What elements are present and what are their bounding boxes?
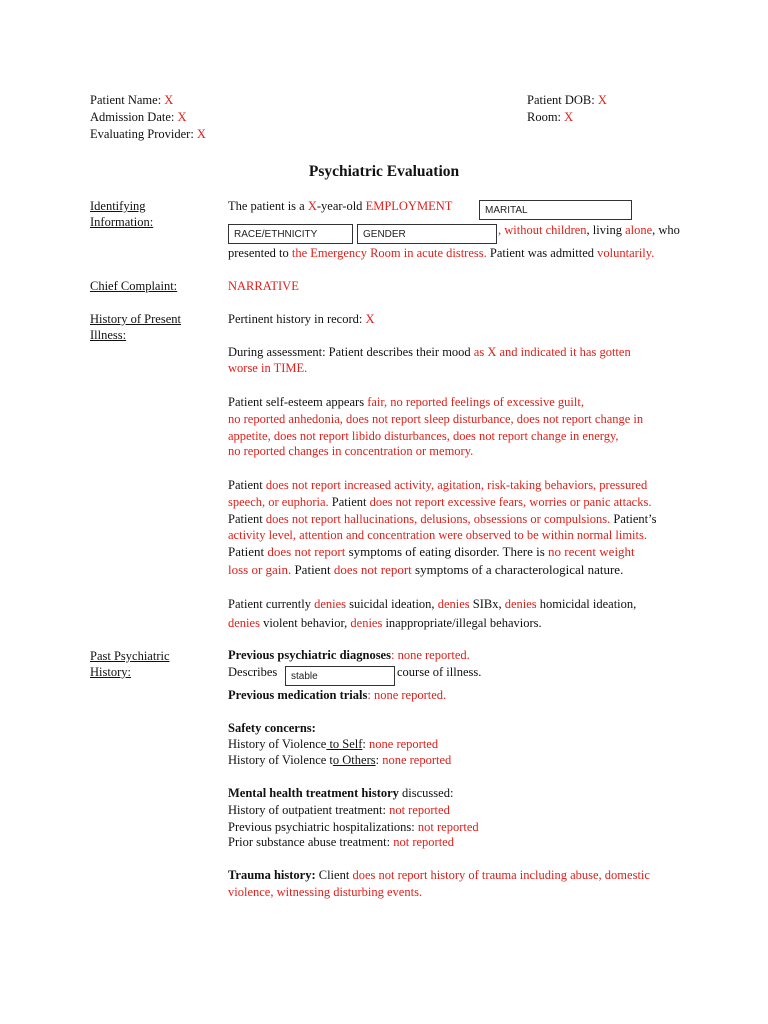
outpatient-value: not reported	[389, 803, 450, 817]
violence-self-line	[228, 736, 438, 752]
trauma-history-value: does not report history of trauma including abuse, domestic	[352, 868, 650, 882]
chief-complaint-label: Chief Complaint:	[90, 279, 178, 293]
symptoms-text: Patient	[291, 562, 334, 577]
previous-diagnoses-label: Previous psychiatric diagnoses	[228, 648, 391, 662]
symptoms-text: Patient’s	[610, 512, 657, 526]
symptoms-text: symptoms of a characterological nature.	[411, 562, 624, 577]
hpi-label-1: History of Present	[90, 312, 181, 326]
symptoms-text: Patient	[228, 512, 266, 526]
assessment-line-2: worse in TIME.	[228, 361, 308, 375]
hospitalizations-line	[228, 819, 479, 835]
denials-line-1	[228, 596, 636, 612]
identifying-text: The patient is a	[228, 199, 308, 213]
violence-others-value: none reported	[382, 753, 452, 767]
patient-dob-value: X	[597, 93, 607, 107]
symptoms-line-4: activity level, attention and concentration were observed to be within normal limits.	[228, 528, 647, 542]
symptoms-value: loss or gain.	[228, 562, 292, 577]
denials-text: homicidal ideation,	[536, 597, 637, 611]
past-psych-label-1: Past Psychiatric	[90, 649, 170, 663]
substance-treatment-line	[228, 834, 454, 850]
admission-date-label: Admission Date:	[90, 110, 178, 124]
violence-self-text: History of Violence	[228, 737, 327, 751]
violence-self-target: to Self	[326, 737, 363, 751]
evaluating-provider-label: Evaluating Provider:	[90, 127, 197, 141]
self-esteem-value: fair, no reported feelings of excessive guilt,	[367, 395, 584, 409]
identifying-text: Patient was admitted	[486, 246, 598, 260]
denials-text: violent behavior,	[259, 616, 351, 630]
denials-line-2	[228, 615, 542, 631]
pertinent-history-value: X	[365, 312, 375, 326]
symptoms-line-5	[228, 544, 635, 560]
identifying-line-3	[228, 245, 654, 261]
denials-value: denies	[350, 616, 383, 630]
denials-value: denies	[314, 597, 347, 611]
violence-others-text: :	[375, 753, 383, 767]
symptoms-value: does not report increased activity, agitation, risk-taking behaviors, pressured	[265, 478, 648, 492]
employment-value: EMPLOYMENT	[365, 199, 453, 213]
denials-value: denies	[504, 597, 537, 611]
race-ethnicity-field[interactable]: RACE/ETHNICITY	[228, 224, 353, 244]
describes-text: Describes	[228, 665, 278, 679]
symptoms-value: does not report	[267, 544, 346, 559]
age-value: X	[307, 199, 317, 213]
symptoms-text: Patient	[328, 495, 370, 509]
trauma-history-line-2: violence, witnessing disturbing events.	[228, 885, 423, 899]
patient-name-value: X	[164, 93, 174, 107]
assessment-line-1	[228, 344, 631, 360]
outpatient-text: History of outpatient treatment:	[228, 803, 390, 817]
denials-text: Patient currently	[228, 597, 315, 611]
trauma-history-label: Trauma history:	[228, 868, 316, 882]
patient-name-line	[90, 92, 173, 108]
symptoms-value: does not report hallucinations, delusions, obsessions or compulsions.	[265, 512, 611, 526]
symptoms-value: no recent weight	[548, 544, 635, 559]
gender-field[interactable]: GENDER	[357, 224, 497, 244]
substance-treatment-text: Prior substance abuse treatment:	[228, 835, 394, 849]
denials-text: inappropriate/illegal behaviors.	[382, 616, 542, 630]
evaluating-provider-line	[90, 126, 206, 142]
pertinent-history-line	[228, 311, 375, 327]
violence-others-line	[228, 752, 451, 768]
symptoms-line-2	[228, 494, 651, 510]
denials-text: suicidal ideation,	[346, 597, 438, 611]
course-of-illness-text: course of illness.	[397, 665, 482, 679]
previous-medication-label: Previous medication trials	[228, 688, 368, 702]
hospitalizations-text: Previous psychiatric hospitalizations:	[228, 820, 418, 834]
patient-name-label: Patient Name:	[90, 93, 165, 107]
admission-date-value: X	[177, 110, 187, 124]
patient-dob-line	[527, 92, 607, 108]
denials-value: denies	[228, 616, 260, 630]
pertinent-history-text: Pertinent history in record:	[228, 312, 366, 326]
safety-concerns-label: Safety concerns:	[228, 721, 316, 735]
assessment-text: During assessment: Patient describes their mood	[228, 345, 474, 359]
outpatient-line	[228, 802, 450, 818]
self-esteem-line-3: appetite, does not report libido disturbances, does not report change in energy,	[228, 429, 619, 443]
self-esteem-line-1	[228, 394, 584, 410]
symptoms-value: speech, or euphoria.	[228, 495, 329, 509]
symptoms-text: symptoms of eating disorder. There is	[345, 544, 549, 559]
identifying-line-2	[498, 222, 680, 238]
room-label: Room:	[527, 110, 565, 124]
admission-type-value: voluntarily.	[597, 246, 655, 260]
marital-field[interactable]: MARITAL	[479, 200, 632, 220]
room-line	[527, 109, 573, 125]
chief-complaint-value: NARRATIVE	[228, 279, 299, 293]
previous-diagnoses-value: : none reported.	[390, 648, 470, 662]
hospitalizations-value: not reported	[417, 820, 479, 834]
identifying-text: , who	[652, 223, 680, 237]
mental-health-treatment-line	[228, 785, 453, 801]
course-of-illness-field[interactable]: stable	[285, 666, 395, 686]
denials-text: SIBx,	[469, 597, 505, 611]
trauma-history-line-1	[228, 867, 650, 883]
mental-health-treatment-label: Mental health treatment history	[228, 786, 399, 800]
children-value: , without children	[498, 223, 587, 237]
patient-dob-label: Patient DOB:	[527, 93, 598, 107]
denials-value: denies	[437, 597, 470, 611]
evaluating-provider-value: X	[196, 127, 206, 141]
mood-value: as X and indicated it has gotten	[473, 345, 631, 359]
symptoms-value: does not report excessive fears, worries or panic attacks.	[369, 495, 652, 509]
identifying-label-1: Identifying	[90, 199, 146, 213]
mental-health-treatment-text: discussed:	[398, 786, 454, 800]
previous-medication-line	[228, 687, 446, 703]
self-esteem-text: Patient self-esteem appears	[228, 395, 368, 409]
violence-others-text: History of Violence t	[228, 753, 333, 767]
identifying-line-1	[228, 198, 452, 214]
identifying-text: presented to	[228, 246, 292, 260]
symptoms-line-1	[228, 477, 647, 493]
identifying-text: -year-old	[316, 199, 366, 213]
page-title: Psychiatric Evaluation	[308, 163, 460, 180]
previous-diagnoses-line	[228, 647, 470, 663]
substance-treatment-value: not reported	[393, 835, 454, 849]
past-psych-label-2: History:	[90, 665, 131, 679]
violence-self-value: none reported	[369, 737, 439, 751]
living-value: alone	[625, 223, 653, 237]
symptoms-text: Patient	[228, 544, 268, 559]
room-value: X	[564, 110, 574, 124]
identifying-text: , living	[586, 223, 626, 237]
presentation-value: the Emergency Room in acute distress.	[291, 246, 487, 260]
previous-medication-value: : none reported.	[367, 688, 447, 702]
violence-self-text: :	[362, 737, 370, 751]
self-esteem-line-4: no reported changes in concentration or memory.	[228, 444, 474, 458]
trauma-history-text: Client	[315, 868, 353, 882]
symptoms-line-6	[228, 562, 623, 578]
symptoms-line-3	[228, 511, 656, 527]
violence-others-target: o Others	[332, 753, 376, 767]
hpi-label-2: Illness:	[90, 328, 127, 342]
symptoms-value: does not report	[333, 562, 412, 577]
identifying-label-2: Information:	[90, 215, 154, 229]
symptoms-text: Patient	[228, 478, 266, 492]
self-esteem-line-2: no reported anhedonia, does not report sleep disturbance, does not report change in	[228, 412, 644, 426]
admission-date-line	[90, 109, 187, 125]
